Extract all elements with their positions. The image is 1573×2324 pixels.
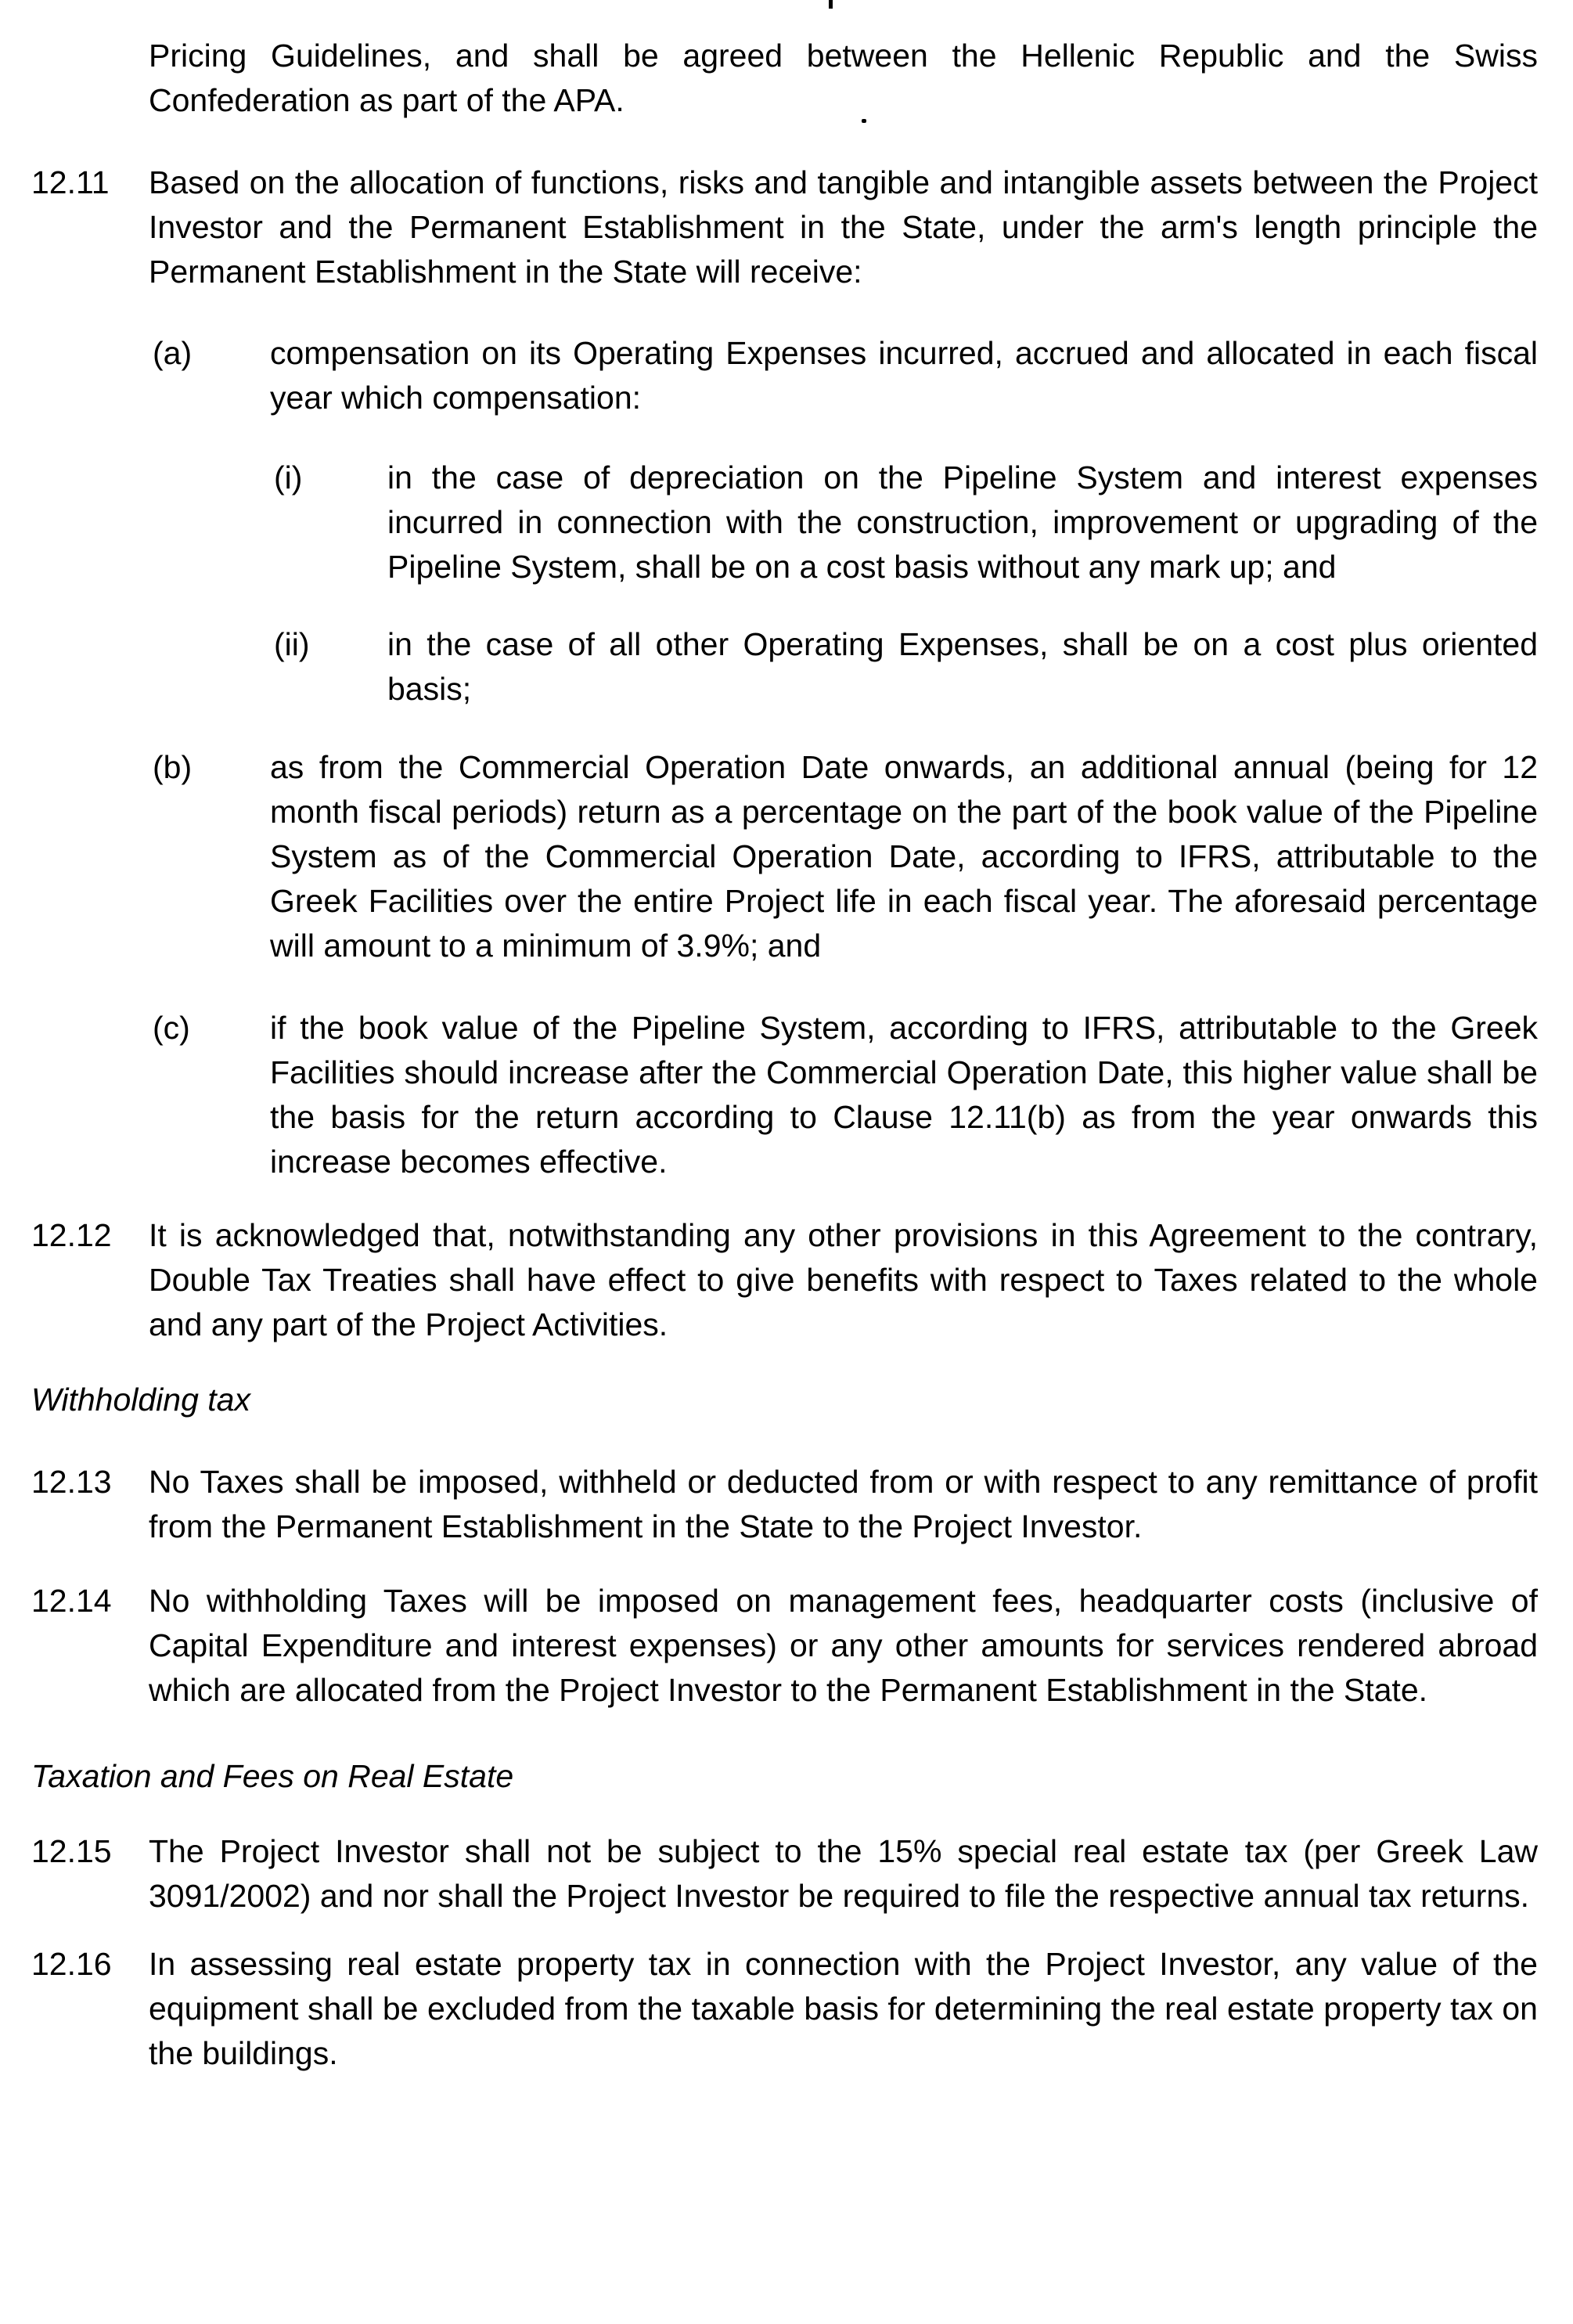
- clause-number: 12.11: [31, 164, 110, 200]
- clause-text: No withholding Taxes will be imposed on management fees, headquarter costs (inclusive of Capital Expenditure and interest expenses) or any other amounts for services rendered abroad which are allocated from the Project Investor to the Permanent Establishment in the State.: [149, 1583, 1538, 1708]
- paragraph-continuation: [31, 34, 1538, 123]
- list-marker: (b): [153, 749, 193, 785]
- clause-text: No Taxes shall be imposed, withheld or deducted from or with respect to any remittance of profit from the Permanent Establishment in the State to the Project Investor.: [149, 1464, 1538, 1544]
- list-item-text: compensation on its Operating Expenses incurred, accrued and allocated in each fiscal year which compensation:: [270, 335, 1538, 416]
- clause-text: In assessing real estate property tax in connection with the Project Investor, any value of the equipment shall be excluded from the taxable basis for determining the real estate property tax on the buildings.: [149, 1946, 1538, 2071]
- clause-text: It is acknowledged that, notwithstanding any other provisions in this Agreement to the contrary, Double Tax Treaties shall have effect to give benefits with respect to Taxes related to the whole and any part of the Project Activities.: [149, 1217, 1538, 1342]
- list-marker: (c): [153, 1010, 190, 1046]
- clause-text: The Project Investor shall not be subject to the 15% special real estate tax (per Greek Law 3091/2002) and nor shall the Project Investor be required to file the respective annual tax returns.: [149, 1833, 1538, 1914]
- clause-number: 12.14: [31, 1583, 112, 1619]
- section-heading-withholding-tax: Withholding tax: [31, 1382, 250, 1418]
- clause-number: 12.15: [31, 1833, 112, 1869]
- list-marker: (ii): [274, 626, 310, 662]
- list-item-i: [31, 456, 1538, 589]
- clause-number: 12.13: [31, 1464, 112, 1500]
- list-item-b: [31, 745, 1538, 968]
- clause-12-13: [31, 1460, 1538, 1549]
- list-marker: (a): [153, 335, 193, 371]
- clause-text: Based on the allocation of functions, risks and tangible and intangible assets between the Project Investor and the Permanent Establishment in the State, under the arm's length principle the Permanent Establishment in the State will receive:: [149, 164, 1538, 290]
- list-item-c: [31, 1006, 1538, 1184]
- list-item-text: in the case of all other Operating Expenses, shall be on a cost plus oriented basis;: [387, 626, 1538, 707]
- scan-artifact-top-tick: [829, 0, 833, 9]
- list-item-ii: [31, 622, 1538, 712]
- clause-number: 12.12: [31, 1217, 112, 1253]
- list-marker: (i): [274, 459, 303, 495]
- list-item-text: if the book value of the Pipeline System, according to IFRS, attributable to the Greek Facilities should increase after the Commercial Operation Date, this higher value shall be the basis for the return according to Clause 12.11(b) as from the year onwards this increase becomes effective.: [270, 1010, 1538, 1180]
- list-item-a: [31, 331, 1538, 420]
- clause-12-12: [31, 1213, 1538, 1347]
- list-item-text: in the case of depreciation on the Pipeline System and interest expenses incurred in connection with the construction, improvement or upgrading of the Pipeline System, shall be on a cost basis without any mark up; and: [387, 459, 1538, 585]
- scan-artifact-stray-dot: [862, 119, 866, 123]
- list-item-text: as from the Commercial Operation Date onwards, an additional annual (being for 12 month fiscal periods) return as a percentage on the part of the book value of the Pipeline System as of the Commercial Operation Date, according to IFRS, attributable to the Greek Facilities over the entire Project life in each fiscal year. The aforesaid percentage will amount to a minimum of 3.9%; and: [270, 749, 1538, 964]
- clause-12-16: [31, 1942, 1538, 2076]
- clause-12-14: [31, 1579, 1538, 1713]
- paragraph-text: Pricing Guidelines, and shall be agreed between the Hellenic Republic and the Swiss Confederation as part of the APA.: [149, 38, 1538, 118]
- clause-12-15: [31, 1829, 1538, 1919]
- clause-12-11: [31, 160, 1538, 294]
- section-heading-taxation-real-estate: Taxation and Fees on Real Estate: [31, 1758, 514, 1794]
- clause-number: 12.16: [31, 1946, 112, 1982]
